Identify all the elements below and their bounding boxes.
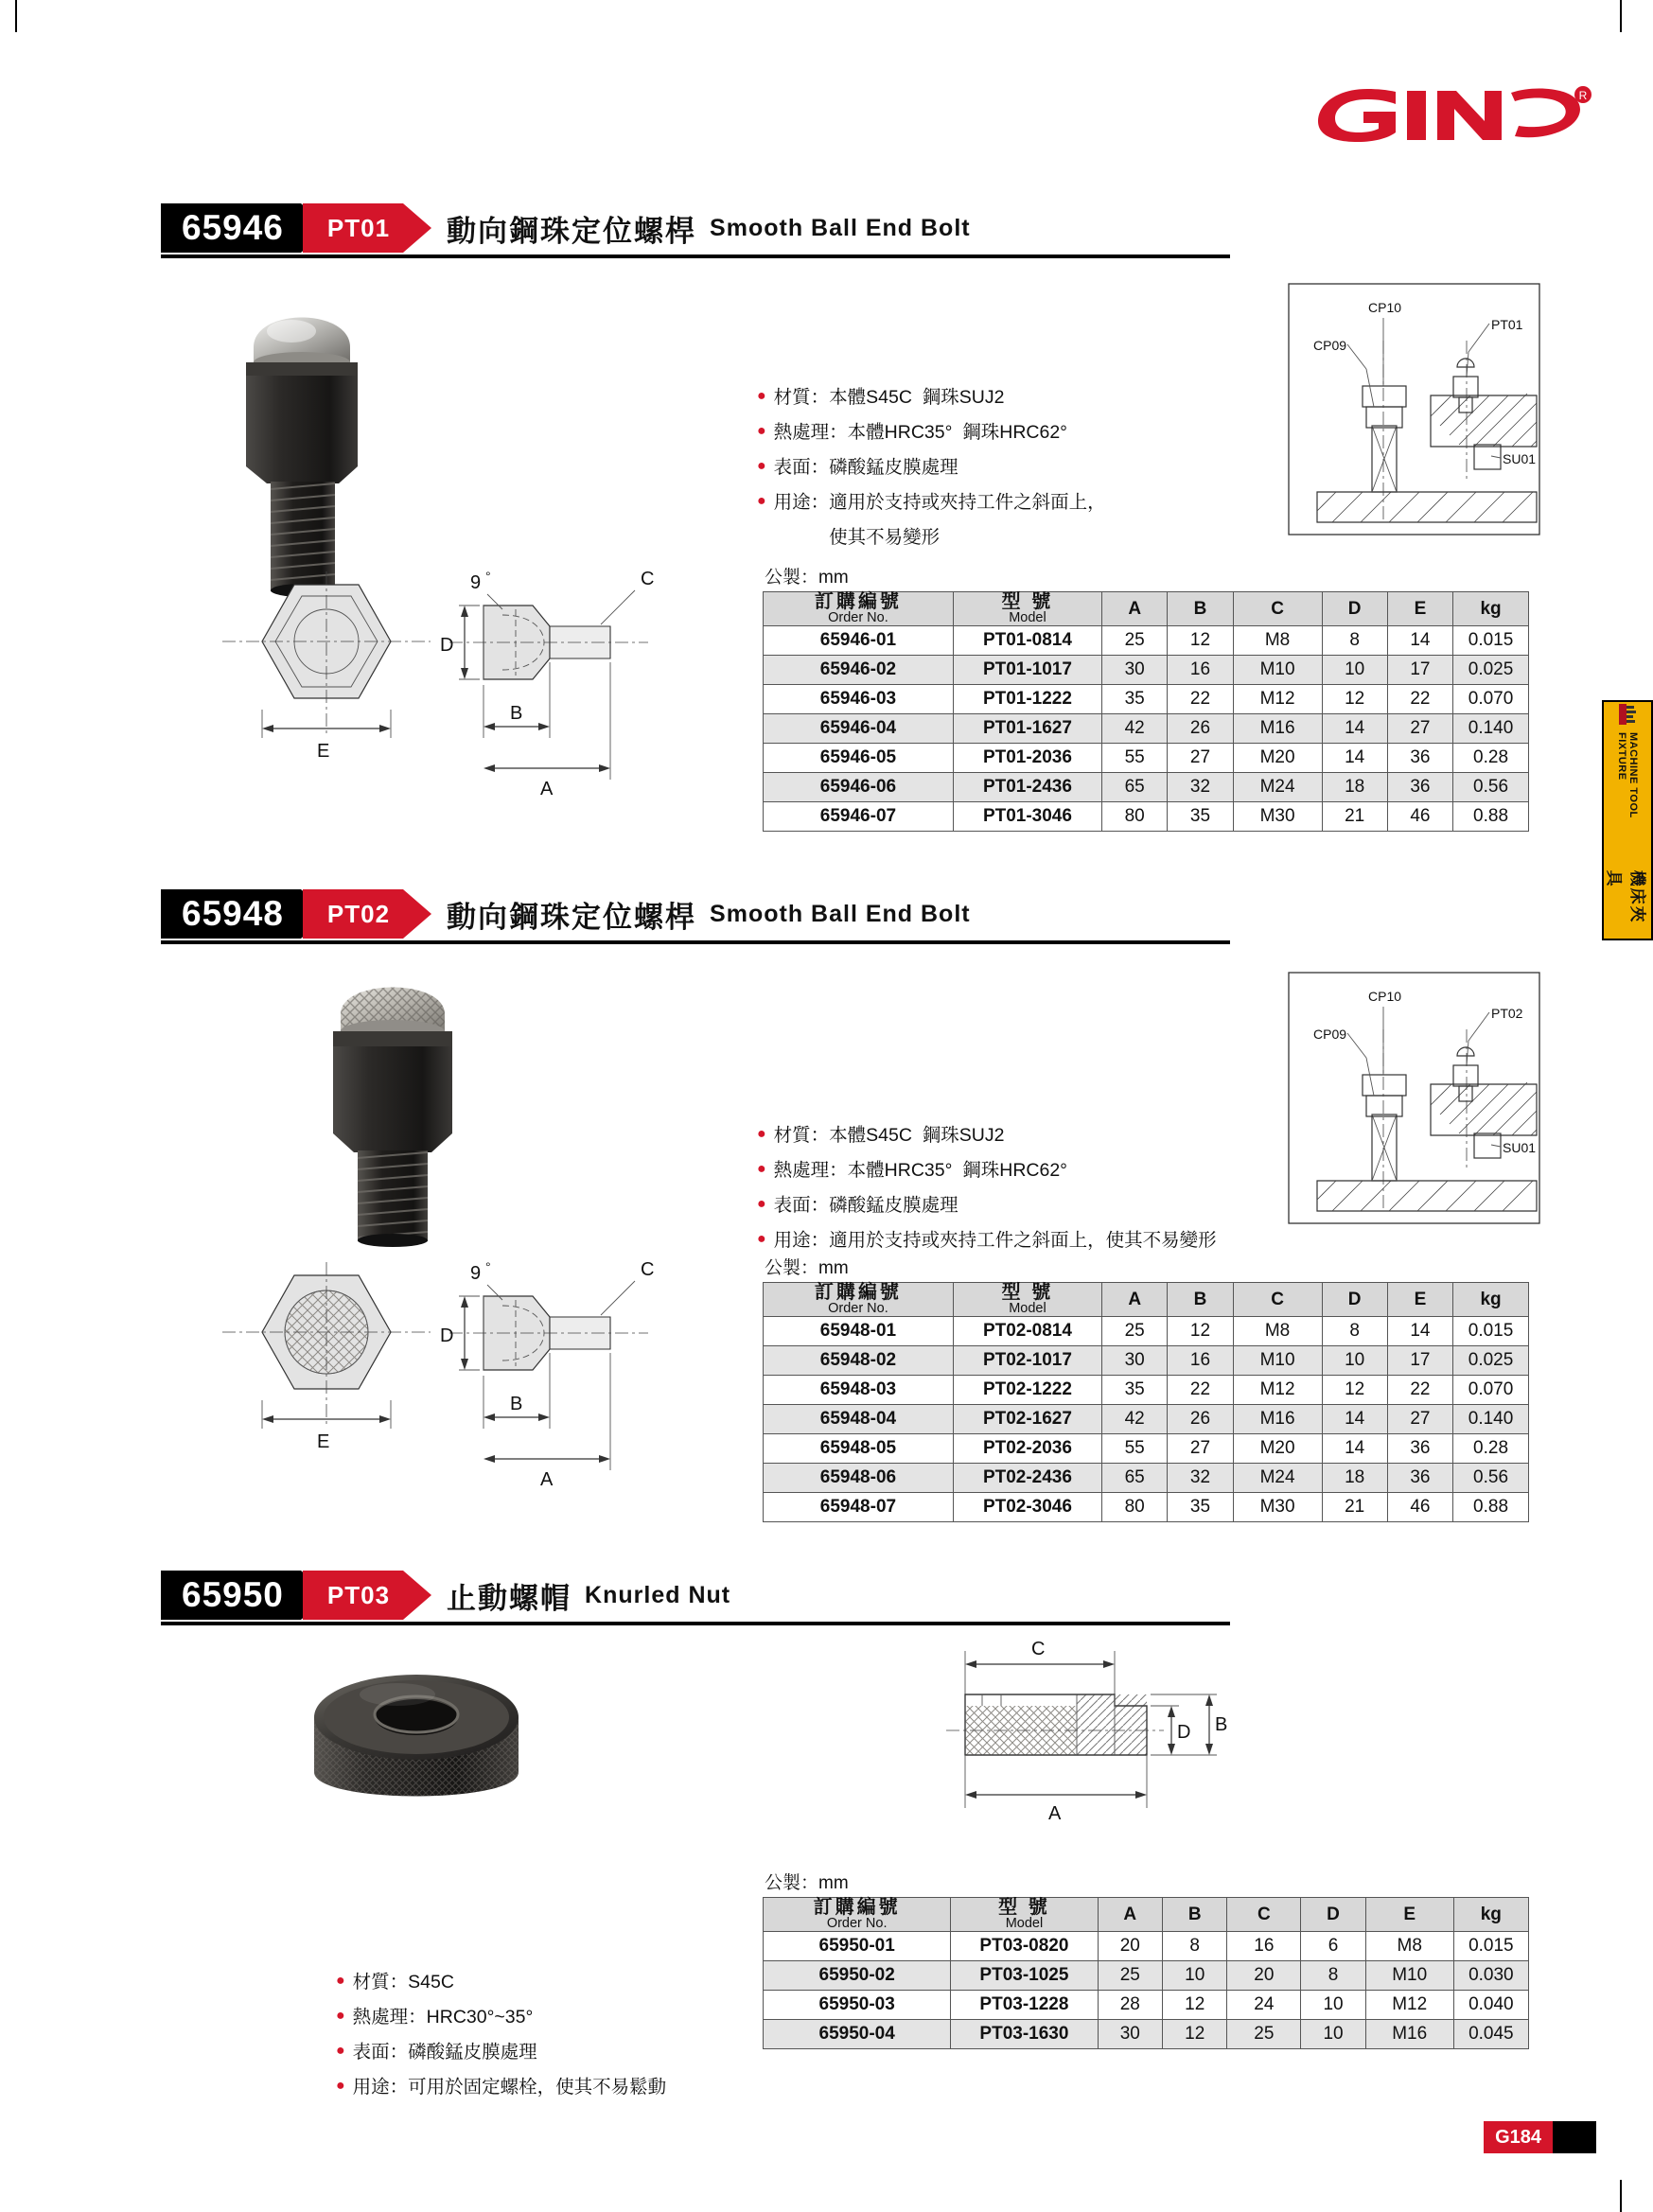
bullet-text: 材質：本體S45C 鋼珠SUJ2 [773,387,1005,408]
spec-bullets-65946 [757,383,1106,558]
dimension-label: A [540,779,554,799]
bullet-dot: ● [757,423,766,439]
col-b: B [1168,1283,1233,1317]
angle-label: 9 [470,1263,482,1284]
col-model: 型 號 Model [953,1283,1101,1317]
page-number: G184 [1484,2121,1553,2153]
bullet-text: 材質：本體S45C 鋼珠SUJ2 [773,1125,1005,1146]
col-a: A [1102,1283,1168,1317]
dimension-label: B [510,703,523,724]
spec-table-65948 [763,1282,1529,1522]
crop-mark-top-left-v [15,0,17,32]
bullet-text: 熱處理：本體HRC35° 鋼珠HRC62° [773,422,1067,443]
bullet-text: 材質：S45C [352,1972,454,1993]
fixture-icon [1615,702,1640,727]
col-a: A [1098,1898,1162,1932]
table-row: 65950-01 PT03-0820 20 8 16 6 M8 0.015 [764,1932,1529,1961]
svg-text:R: R [1578,89,1588,102]
section-code: PT03 [303,1571,403,1620]
col-model: 型 號 Model [953,592,1101,626]
bullet-text: 表面：磷酸錳皮膜處理 [773,457,958,478]
bullet-text: 用途：適用於支持或夾持工件之斜面上， [773,492,1106,513]
bullet-dot: ● [757,1161,766,1177]
dimension-label: C [641,1259,655,1280]
diagram-label: SU01 [1503,451,1537,466]
dimension-label: C [1031,1639,1046,1659]
dimension-label: C [641,569,655,589]
spec-table-65950 [763,1897,1529,2049]
table-row: 65948-04 PT02-1627 42 26 M16 14 27 0.140 [764,1405,1529,1434]
unit-label-65946: 公製：mm [765,568,849,588]
section-header-65950 [161,1571,1230,1620]
table-row: 65950-03 PT03-1228 28 12 24 10 M12 0.040 [764,1991,1529,2020]
table-row: 65948-01 PT02-0814 25 12 M8 8 14 0.015 [764,1317,1529,1346]
col-b: B [1168,592,1233,626]
table-row: 65948-05 PT02-2036 55 27 M20 14 36 0.28 [764,1434,1529,1464]
table-row: 65948-02 PT02-1017 30 16 M10 10 17 0.025 [764,1346,1529,1376]
bullet-dot: ● [336,2078,345,2094]
section-code: PT01 [303,203,403,253]
table-row: 65946-04 PT01-1627 42 26 M16 14 27 0.140 [764,714,1529,744]
bullet-text: 表面：磷酸錳皮膜處理 [352,2042,537,2063]
table-row: 65946-07 PT01-3046 80 35 M30 21 46 0.88 [764,802,1529,832]
section-code-arrow [403,203,431,253]
col-d: D [1322,1283,1387,1317]
col-order-no: 訂購編號 Order No. [764,1283,954,1317]
technical-drawing-65946 [203,568,714,856]
side-index-tab [1602,700,1653,940]
section-number: 65946 [161,203,301,253]
page-number-block [1553,2121,1596,2153]
spec-bullets-65950 [336,1968,666,2108]
bullet-dot: ● [336,2008,345,2024]
section-title-cn: 動向鋼珠定位螺桿 [447,214,697,248]
section-title-cn: 動向鋼珠定位螺桿 [447,900,697,934]
col-kg: kg [1453,1283,1529,1317]
product-photo-65948 [303,965,558,1254]
dimension-label: D [1177,1722,1191,1743]
table-row: 65946-06 PT01-2436 65 32 M24 18 36 0.56 [764,773,1529,802]
dimension-label: B [1215,1714,1228,1735]
crop-mark-top-right-v [1620,0,1622,32]
spec-table-65946 [763,591,1529,832]
bullet-dot: ● [757,1126,766,1142]
section-rule [161,940,1230,944]
col-order-no: 訂購編號 Order No. [764,592,954,626]
table-row: 65946-02 PT01-1017 30 16 M10 10 17 0.025 [764,656,1529,685]
col-b: B [1163,1898,1227,1932]
section-code-arrow [403,1571,431,1620]
bullet-text: 熱處理：本體HRC35° 鋼珠HRC62° [773,1160,1067,1181]
table-row: 65950-04 PT03-1630 30 12 25 10 M16 0.045 [764,2020,1529,2049]
bullet-dot: ● [757,388,766,404]
diagram-label: CP09 [1313,1027,1347,1042]
col-e: E [1365,1898,1453,1932]
angle-degree: ° [485,1259,491,1274]
section-title-en: Smooth Ball End Bolt [710,214,971,241]
col-c: C [1233,592,1322,626]
col-c: C [1227,1898,1301,1932]
bullet-text: 用途：可用於固定螺栓，使其不易鬆動 [352,2077,667,2098]
table-row: 65946-01 PT01-0814 25 12 M8 8 14 0.015 [764,626,1529,656]
dimension-label: E [317,741,330,762]
table-row: 65948-07 PT02-3046 80 35 M30 21 46 0.88 [764,1493,1529,1522]
section-title-en: Knurled Nut [585,1581,731,1608]
section-code-arrow [403,889,431,939]
diagram-label: PT01 [1491,317,1523,332]
technical-drawing-65950 [927,1632,1268,1845]
dimension-label: A [540,1469,554,1490]
col-d: D [1301,1898,1365,1932]
col-kg: kg [1453,1898,1528,1932]
col-a: A [1102,592,1168,626]
section-code: PT02 [303,889,403,939]
diagram-label: CP10 [1368,989,1402,1004]
col-d: D [1322,592,1387,626]
col-e: E [1387,592,1452,626]
spec-bullets-65948 [757,1121,1217,1261]
table-row: 65946-03 PT01-1222 35 22 M12 12 22 0.070 [764,685,1529,714]
section-header-65948 [161,889,1230,939]
side-tab-cn: 機床夾具 [1605,869,1646,924]
technical-drawing-65948 [203,1258,714,1547]
bullet-text: 表面：磷酸錳皮膜處理 [773,1195,958,1216]
table-row: 65948-03 PT02-1222 35 22 M12 12 22 0.070 [764,1376,1529,1405]
angle-degree: ° [485,569,491,584]
col-c: C [1233,1283,1322,1317]
table-row: 65948-06 PT02-2436 65 32 M24 18 36 0.56 [764,1464,1529,1493]
bullet-dot: ● [757,458,766,474]
table-row: 65946-05 PT01-2036 55 27 M20 14 36 0.28 [764,744,1529,773]
section-number: 65948 [161,889,301,939]
application-diagram-65946 [1289,284,1539,539]
dimension-label: A [1048,1803,1062,1824]
bullet-dot: ● [757,1231,766,1247]
angle-label: 9 [470,572,482,593]
bullet-text: 使其不易變形 [773,527,941,548]
crop-mark-bottom-right-v [1620,2180,1622,2212]
unit-label-65948: 公製：mm [765,1258,849,1278]
dimension-label: D [440,635,454,656]
section-rule [161,255,1230,258]
diagram-label: PT02 [1491,1006,1523,1021]
section-header-65946 [161,203,1230,253]
section-title-en: Smooth Ball End Bolt [710,900,971,927]
side-tab-en: MACHINE TOOL FIXTURE [1616,732,1639,818]
col-order-no: 訂購編號 Order No. [764,1898,951,1932]
section-number: 65950 [161,1571,301,1620]
diagram-label: CP09 [1313,338,1347,353]
unit-label-65950: 公製：mm [765,1873,849,1893]
diagram-label: SU01 [1503,1140,1537,1155]
section-rule [161,1622,1230,1625]
col-e: E [1387,1283,1452,1317]
page-number-badge [1484,2121,1596,2153]
section-title-cn: 止動螺帽 [447,1581,572,1615]
gin-logo [1312,83,1596,146]
col-kg: kg [1453,592,1529,626]
dimension-label: E [317,1431,330,1452]
bullet-dot: ● [336,2043,345,2059]
bullet-text: 熱處理：HRC30°~35° [352,2007,534,2028]
dimension-label: B [510,1394,523,1414]
application-diagram-65948 [1289,973,1539,1228]
table-row: 65950-02 PT03-1025 25 10 20 8 M10 0.030 [764,1961,1529,1991]
diagram-label: CP10 [1368,300,1402,315]
col-model: 型 號 Model [951,1898,1098,1932]
bullet-dot: ● [757,493,766,509]
bullet-dot: ● [336,1973,345,1989]
product-photo-65950 [293,1660,558,1854]
product-photo-65946 [218,289,473,606]
bullet-dot: ● [757,1196,766,1212]
dimension-label: D [440,1325,454,1346]
bullet-text: 用途：適用於支持或夾持工件之斜面上，使其不易變形 [773,1230,1217,1251]
